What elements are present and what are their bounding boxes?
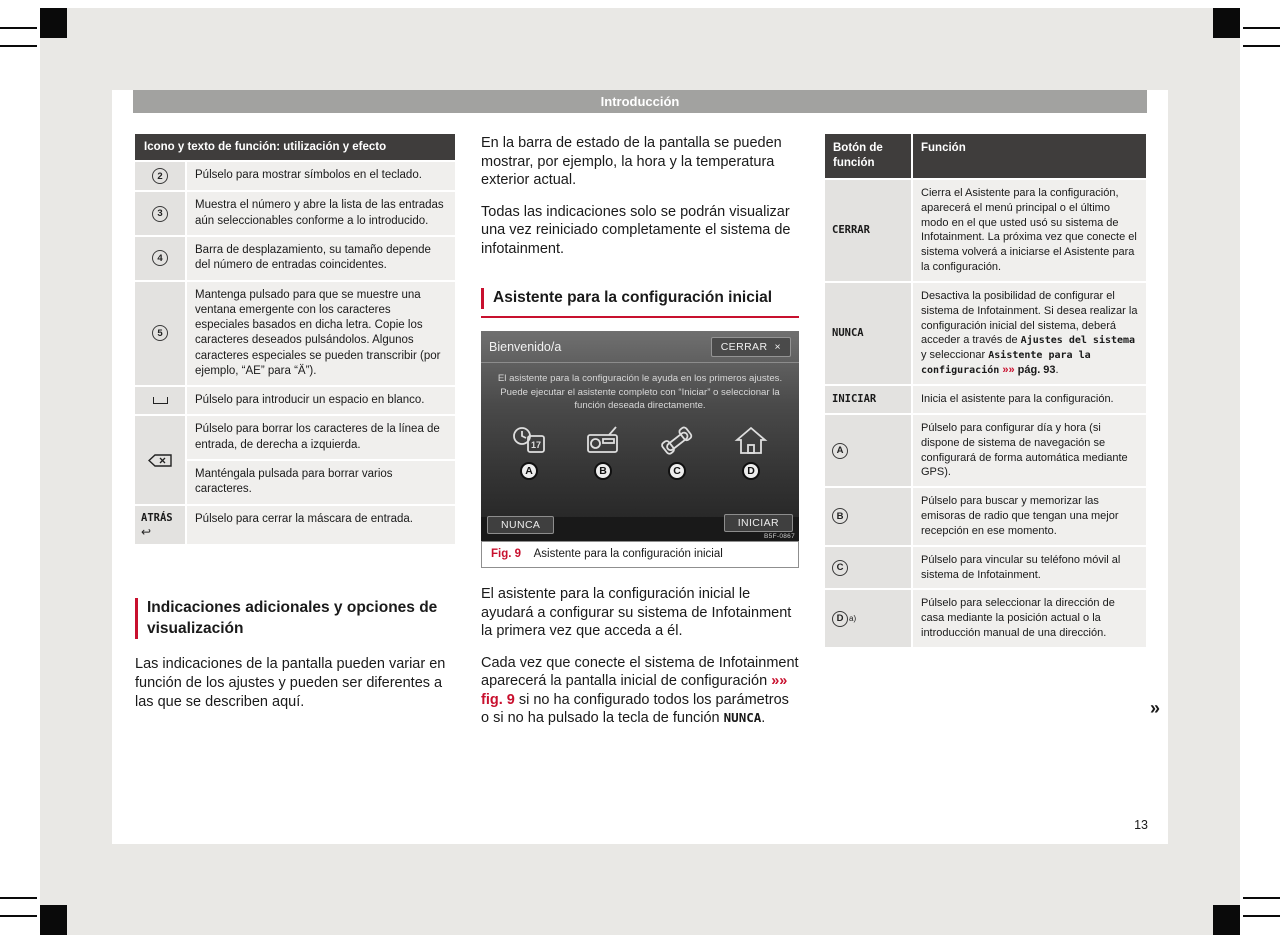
cerrar-key-label: CERRAR: [832, 224, 870, 237]
row-description: Mantenga pulsado para que se muestre una ventana emergente con los caracteres especiales basados en dicha letra. Copie los caracteres deseados pulsándolos. Algunos caracteres especiales se pueden transcribir (por ejemplo, “AE” para “Ä”).: [187, 282, 455, 386]
crop-tick: [1243, 27, 1280, 29]
circled-d-icon: D: [832, 611, 848, 627]
iniciar-key-label: INICIAR: [832, 393, 877, 406]
row-description: Púlselo para introducir un espacio en blanco.: [187, 387, 455, 414]
row-description: Manténgala pulsada para borrar varios caracteres.: [187, 461, 455, 504]
left-column: [135, 134, 455, 724]
icon-cell: [135, 192, 185, 235]
row-description: Barra de desplazamiento, su tamaño depende del número de entradas coincidentes.: [187, 237, 455, 280]
circled-a-icon: A: [832, 443, 848, 459]
row-text: .: [1055, 364, 1059, 377]
button-cell: [825, 590, 911, 647]
button-cell: [825, 415, 911, 486]
icon-function-table: [135, 134, 455, 544]
table-header-cell: Función: [913, 134, 1146, 178]
table-row: [135, 506, 455, 544]
table-row: [135, 387, 455, 414]
close-button-label: CERRAR: [720, 341, 768, 354]
row-description: Púlselo para cerrar la máscara de entrada.: [187, 506, 455, 544]
subsection-heading: Indicaciones adicionales y opciones de visualización: [135, 598, 455, 640]
icon-stack-d: [733, 425, 769, 480]
page-reference: pág. 93: [1014, 364, 1056, 377]
icon-cell: [135, 416, 185, 503]
paragraph: En la barra de estado de la pantalla se pueden mostrar, por ejemplo, la hora y la temperatura exterior actual.: [481, 135, 782, 189]
row-text: Desactiva la posibilidad de configurar el sistema de Infotainment. Si desea realizar la configuración inicial del sistema, deberá acceder a través de: [921, 289, 1138, 347]
circled-c-icon: C: [832, 560, 848, 576]
circled-5-icon: 5: [152, 325, 168, 341]
infotainment-screenshot: [481, 331, 799, 541]
page-reference-arrow: »»: [999, 364, 1015, 377]
figure-caption-label: Fig. 9: [491, 548, 522, 561]
right-column: [825, 134, 1146, 647]
figure-9: [481, 331, 799, 568]
back-arrow-icon: ↩: [141, 524, 152, 539]
radio-icon: [585, 425, 621, 455]
crop-tick: [1243, 915, 1280, 917]
document-page: [112, 90, 1168, 844]
icon-stack-c: [659, 425, 695, 480]
row-description: Cierra el Asistente para la configuración, aparecerá el menú principal o el último modo en el que usted usó su sistema de Infotainment. La próxima vez que conecte el sistema volverá a iniciarse el Asistente para la configuración.: [913, 180, 1146, 281]
heading-rule: [481, 316, 799, 318]
figure-caption: [481, 541, 799, 568]
row-description: Púlselo para borrar los caracteres de la línea de entrada, de derecha a izquierda.: [187, 416, 455, 459]
crop-mark: [1213, 905, 1240, 935]
screen-top-bar: [481, 331, 799, 363]
paragraph: [481, 654, 799, 728]
screen-icon-row: [481, 412, 799, 480]
menu-path-label: Ajustes del sistema: [1020, 335, 1136, 347]
footnote-marker: a): [849, 614, 857, 624]
function-key-label: NUNCA: [723, 710, 762, 726]
paragraph-text: Cada vez que conecte el sistema de Infotainment aparecerá la pantalla inicial de configuración: [481, 654, 799, 690]
backspace-icon: [148, 454, 172, 467]
phone-handset-icon: [659, 425, 695, 455]
home-icon: [733, 425, 769, 455]
screen-iniciar-button: INICIAR: [724, 514, 793, 532]
table-row: [825, 590, 1146, 647]
table-row: [825, 488, 1146, 545]
subsection-heading: Asistente para la configuración inicial: [481, 288, 799, 309]
paragraph: Las indicaciones de la pantalla pueden variar en función de los ajustes y pueden ser diferentes a las que se describen aquí.: [135, 656, 446, 710]
table-row: [135, 192, 455, 235]
menu-path-label: Asistente para la configuración: [921, 350, 1091, 377]
circled-2-icon: 2: [152, 168, 168, 184]
table-row: [825, 180, 1146, 281]
screen-close-button: [711, 337, 791, 357]
crop-mark: [1213, 8, 1240, 38]
icon-cell: [135, 162, 185, 190]
row-description: Púlselo para mostrar símbolos en el teclado.: [187, 162, 455, 190]
row-text: y seleccionar: [921, 349, 989, 362]
row-description: Púlselo para configurar día y hora (si dispone de sistema de navegación se configurará de forma automática mediante GPS).: [913, 415, 1146, 486]
table-row: [135, 237, 455, 280]
crop-tick: [1243, 897, 1280, 899]
table-row: [135, 416, 455, 503]
table-row: [135, 162, 455, 190]
button-cell: [825, 283, 911, 384]
middle-column: [481, 134, 799, 741]
icon-cell: [135, 506, 185, 544]
crop-tick: [0, 915, 37, 917]
section-header-bar: Introducción: [133, 90, 1147, 113]
row-description-stack: [187, 416, 455, 503]
circled-b-icon: B: [832, 508, 848, 524]
paragraph-text: .: [761, 710, 766, 727]
crop-mark: [40, 8, 67, 38]
crop-tick: [0, 897, 37, 899]
button-function-table: [825, 134, 1146, 647]
crop-tick: [1243, 45, 1280, 47]
table-header: Icono y texto de función: utilización y efecto: [135, 134, 455, 160]
table-row: [825, 283, 1146, 384]
table-row: [825, 415, 1146, 486]
callout-a: A: [520, 462, 538, 480]
figure-caption-text: Asistente para la configuración inicial: [533, 548, 723, 561]
screen-description: El asistente para la configuración le ayuda en los primeros ajustes. Puede ejecutar el asistente completo con “Iniciar” o seleccionar la función deseada directamente.: [497, 373, 783, 412]
circled-4-icon: 4: [152, 250, 168, 266]
paragraph: El asistente para la configuración inicial le ayudará a configurar su sistema de Infotainment la primera vez que acceda a él.: [481, 586, 792, 640]
crop-tick: [0, 27, 37, 29]
svg-text:17: 17: [530, 440, 542, 451]
row-description: Inicia el asistente para la configuración.: [913, 386, 1146, 413]
icon-cell: [135, 282, 185, 386]
table-header-cell: Botón de función: [825, 134, 911, 178]
button-cell: [825, 488, 911, 545]
crop-tick: [0, 45, 37, 47]
atras-key-label: ATRÁS: [141, 511, 173, 524]
row-description: [913, 283, 1146, 384]
screen-nunca-button: NUNCA: [487, 516, 554, 534]
figure-code: B5F-0867: [764, 533, 795, 541]
icon-stack-b: [585, 425, 621, 480]
table-row: [135, 282, 455, 386]
continuation-marker: »: [1150, 698, 1161, 718]
table-header-row: [825, 134, 1146, 178]
paragraph: Todas las indicaciones solo se podrán visualizar una vez reiniciado completamente el sistema de infotainment.: [481, 203, 791, 257]
callout-d: D: [742, 462, 760, 480]
icon-cell: [135, 387, 185, 414]
figure-reference: »» fig. 9: [481, 673, 788, 708]
row-description: Púlselo para buscar y memorizar las emisoras de radio que tengan una mejor recepción en ese momento.: [913, 488, 1146, 545]
row-description: Púlselo para vincular su teléfono móvil al sistema de Infotainment.: [913, 547, 1146, 589]
page-number: 13: [1134, 818, 1148, 832]
button-cell: [825, 547, 911, 589]
table-row: [825, 386, 1146, 413]
nunca-key-label: NUNCA: [832, 327, 864, 340]
button-cell: [825, 386, 911, 413]
close-x-icon: ×: [774, 341, 781, 354]
icon-cell: [135, 237, 185, 280]
space-key-icon: [153, 397, 168, 404]
screen-title: Bienvenido/a: [489, 340, 562, 355]
row-description: Muestra el número y abre la lista de las entradas aún seleccionables conforme a lo introducido.: [187, 192, 455, 235]
crop-mark: [40, 905, 67, 935]
row-description: Púlselo para seleccionar la dirección de casa mediante la posición actual o la introducción manual de una dirección.: [913, 590, 1146, 647]
circled-3-icon: 3: [152, 206, 168, 222]
callout-c: C: [668, 462, 686, 480]
table-row: [825, 547, 1146, 589]
icon-stack-a: [511, 425, 547, 480]
paragraph-text: si no ha configurado todos los parámetros o si no ha pulsado la tecla de función: [481, 691, 789, 727]
clock-date-icon: [511, 425, 547, 455]
button-cell: [825, 180, 911, 281]
callout-b: B: [594, 462, 612, 480]
